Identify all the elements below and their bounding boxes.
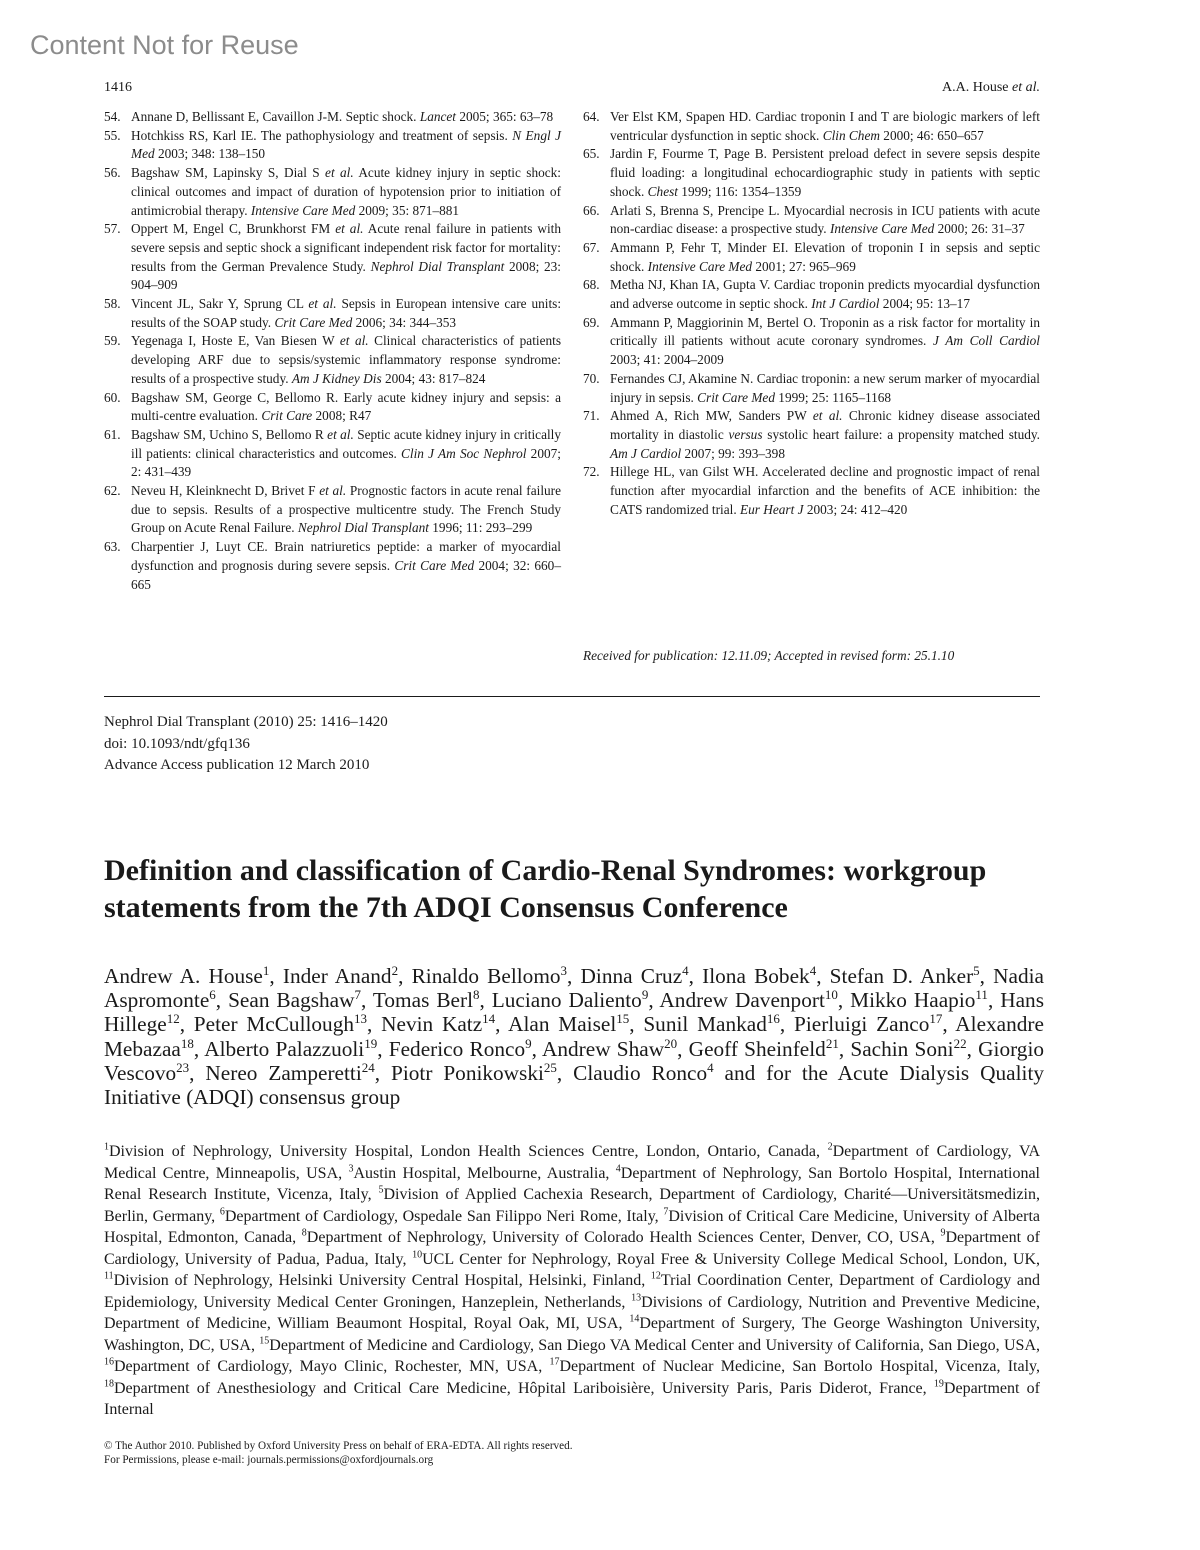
reference-text: Bagshaw SM, Uchino S, Bellomo R et al. Septic acute kidney injury in critically ill patients: clinical characteristics and outcomes. Clin J Am Soc Nephrol 2007; 2: 431–439: [131, 426, 562, 480]
affiliations: $^1$Division of Nephrology, University Hospital, London Health Sciences Centre, London, Ontario, Canada, $^2$Department of Cardiology, VA Medical Centre, Minneapolis, USA, $^3$Austin Hospital, Melbourne, Australia, $^4$Department of Nephrology, San Bortolo Hospital, International Renal Research Institute, Vicenza, Italy, $^5$Division of Applied Cachexia Research, Department of Cardiology, Charité—Universitätsmedizin, Berlin, Germany, $^6$Department of Cardiology, Ospedale San Filippo Neri Rome, Italy, $^7$Division of Critical Care Medicine, University of Alberta Hospital, Edmonton, Canada, $^8$Department of Nephrology, University of Colorado Health Sciences Center, Denver, CO, USA, $^9$Department of Cardiology, University of Padua, Padua, Italy, $^{10}$UCL Center for Nephrology, Royal Free & University College Medical School, London, UK, $^{11}$Division of Nephrology, Helsinki University Central Hospital, Helsinki, Finland, $^{12}$Trial Coordination Center, Department of Cardiology and Epidemiology, University Medical Center Groningen, Hanzeplein, Netherlands, $^{13}$Divisions of Cardiology, Nutrition and Preventive Medicine, Department of Medicine, William Beaumont Hospital, Royal Oak, MI, USA, $^{14}$Department of Surgery, The George Washington University, Washington, DC, USA, $^{15}$Department of Medicine and Cardiology, San Diego VA Medical Center and University of California, San Diego, USA, $^{16}$Department of Cardiology, Mayo Clinic, Rochester, MN, USA, $^{17}$Department of Nuclear Medicine, San Bortolo Hospital, Vicenza, Italy, $^{18}$Department of Anesthesiology and Critical Care Medicine, Hôpital Lariboisière, University Paris, Paris Diderot, France, $^{19}$Department of Internal: [104, 1141, 1041, 1418]
reference-text: Bagshaw SM, George C, Bellomo R. Early acute kidney injury and sepsis: a multi-centre evaluation. Crit Care 2008; R47: [131, 389, 561, 424]
reference-text: Yegenaga I, Hoste E, Van Biesen W et al. Clinical characteristics of patients developing ARF due to sepsis/systemic inflammatory response syndrome: results of a prospective study. Am J Kidney Dis 2004; 43: 817–824: [131, 333, 562, 386]
reference-text: Hillege HL, van Gilst WH. Accelerated decline and prognostic impact of renal function after myocardial infarction and the benefits of ACE inhibition: the CATS randomized trial. Eur Heart J 2003; 24: 412–420: [610, 464, 1040, 517]
reference-number: 57.: [104, 221, 121, 237]
reference-number: 55.: [104, 127, 121, 143]
copyright-notice: [104, 1439, 573, 1467]
reference-text: Bagshaw SM, Lapinsky S, Dial S et al. Acute kidney injury in septic shock: clinical outcomes and impact of duration of hypotension prior to initiation of antimicrobial therapy. Intensive Care Med 2009; 35: 871–881: [131, 165, 561, 218]
reference-number: 60.: [104, 389, 121, 405]
reference-text: Neveu H, Kleinknecht D, Brivet F et al. Prognostic factors in acute renal failure due to sepsis. Results of a prospective multicentre study. The French Study Group on Acute Renal Failure. Nephrol Dial Transplant 1996; 11: 293–299: [131, 483, 561, 536]
reference-number: 62.: [104, 483, 121, 499]
reference-number: 65.: [583, 146, 600, 162]
reference-text: Vincent JL, Sakr Y, Sprung CL et al. Sepsis in European intensive care units: results of the SOAP study. Crit Care Med 2006; 34: 344–353: [131, 296, 562, 330]
running-head-authors: A.A. House: [942, 80, 1009, 95]
reference-entry: [583, 370, 1040, 407]
reference-entry: [583, 239, 1040, 276]
reference-number: 58.: [104, 296, 121, 312]
reference-number: 72.: [583, 464, 600, 480]
reference-number: 70.: [583, 370, 600, 386]
reference-entry: [104, 426, 561, 482]
reference-text: Charpentier J, Luyt CE. Brain natriuretics peptide: a marker of myocardial dysfunction and prognosis during severe sepsis. Crit Care Med 2004; 32: 660–665: [131, 539, 561, 592]
reference-entry: [583, 314, 1040, 370]
reference-number: 67.: [583, 239, 600, 255]
reference-number: 63.: [104, 539, 121, 555]
citation-access: Advance Access publication 12 March 2010: [104, 757, 370, 773]
reference-entry: [104, 482, 561, 538]
reference-text: Oppert M, Engel C, Brunkhorst FM et al. Acute renal failure in patients with severe sepsis and septic shock a significant independent risk factor for mortality: results from the German Prevalence Study. Nephrol Dial Transplant 2008; 23: 904–909: [131, 221, 562, 293]
reference-text: Ver Elst KM, Spapen HD. Cardiac troponin I and T are biologic markers of left ventricular dysfunction in septic shock. Clin Chem 2000; 46: 650–657: [610, 109, 1040, 143]
references-left-column: [104, 108, 561, 594]
running-head-et-al: et al.: [1012, 80, 1040, 95]
reference-number: 66.: [583, 202, 600, 218]
reference-text: Metha NJ, Khan IA, Gupta V. Cardiac troponin predicts myocardial dysfunction and adverse outcome in septic shock. Int J Cardiol 2004; 95: 13–17: [610, 277, 1040, 312]
reference-number: 59.: [104, 333, 121, 349]
reference-entry: [104, 389, 561, 426]
reference-number: 54.: [104, 109, 121, 124]
received-note: Received for publication: 12.11.09; Accepted in revised form: 25.1.10: [583, 648, 955, 663]
reference-entry: [104, 127, 561, 164]
citation-doi: doi: 10.1093/ndt/gfq136: [104, 735, 250, 752]
page-number: 1416: [104, 80, 132, 95]
running-head: [942, 80, 1040, 96]
article-citation: [104, 712, 388, 777]
watermark: Content Not for Reuse: [30, 30, 299, 60]
reference-number: 61.: [104, 426, 121, 442]
copyright-line: © The Author 2010. Published by Oxford University Press on behalf of ERA-EDTA. All rights reserved.: [104, 1440, 573, 1452]
reference-text: Ammann P, Fehr T, Minder EI. Elevation of troponin I in sepsis and septic shock. Intensive Care Med 2001; 27: 965–969: [610, 239, 1040, 274]
reference-number: 56.: [104, 165, 121, 181]
reference-text: Jardin F, Fourme T, Page B. Persistent preload defect in severe sepsis despite fluid loading: a longitudinal echocardiographic study in patients with septic shock. Chest 1999; 116: 1354–1359: [610, 146, 1040, 199]
reference-entry: [583, 145, 1040, 201]
reference-entry: [104, 538, 561, 594]
reference-text: Fernandes CJ, Akamine N. Cardiac troponin: a new serum marker of myocardial injury in sepsis. Crit Care Med 1999; 25: 1165–1168: [610, 370, 1040, 405]
citation-journal: Nephrol Dial Transplant (2010) 25: 1416–1420: [104, 714, 388, 730]
reference-number: 71.: [583, 408, 600, 424]
author-list: Andrew A. House$^1$, Inder Anand$^2$, Rinaldo Bellomo$^3$, Dinna Cruz$^4$, Ilona Bobek$^4$, Stefan D. Anker$^5$, Nadia Aspromonte$^6$, Sean Bagshaw$^7$, Tomas Berl$^8$, Luciano Daliento$^9$, Andrew Davenport$^{10}$, Mikko Haapio$^{11}$, Hans Hillege$^{12}$, Peter McCullough$^{13}$, Nevin Katz$^{14}$, Alan Maisel$^{15}$, Sunil Mankad$^{16}$, Pierluigi Zanco$^{17}$, Alexandre Mebazaa$^{18}$, Alberto Palazzuoli$^{19}$, Federico Ronco$^9$, Andrew Shaw$^{20}$, Geoff Sheinfeld$^{21}$, Sachin Soni$^{22}$, Giorgio Vescovo$^{23}$, Nereo Zamperetti$^{24}$, Piotr Ponikowski$^{25}$, Claudio Ronco$^4$ and for the Acute Dialysis Quality Initiative (ADQI) consensus group: [104, 962, 1045, 1110]
reference-entry: [104, 164, 561, 220]
reference-entry: [104, 295, 561, 332]
reference-entry: [583, 463, 1040, 519]
article-title: Definition and classification of Cardio-Renal Syndromes: workgroup statements from the 7th ADQI Consensus Conference: [104, 854, 987, 924]
reference-entry: [104, 332, 561, 388]
reference-entry: [104, 108, 561, 127]
reference-entry: [583, 276, 1040, 313]
references-right-column: [583, 108, 1040, 519]
reference-text: Annane D, Bellissant E, Cavaillon J-M. Septic shock. Lancet 2005; 365: 63–78: [131, 109, 554, 124]
reference-number: 69.: [583, 314, 600, 330]
reference-entry: [583, 407, 1040, 463]
reference-number: 64.: [583, 109, 600, 124]
reference-entry: [583, 202, 1040, 239]
section-divider: [104, 696, 1040, 697]
reference-number: 68.: [583, 277, 600, 293]
permissions-line: For Permissions, please e-mail: journals.permissions@oxfordjournals.org: [104, 1454, 434, 1466]
reference-entry: [104, 220, 561, 295]
reference-text: Arlati S, Brenna S, Prencipe L. Myocardial necrosis in ICU patients with acute non-cardiac disease: a prospective study. Intensive Care Med 2000; 26: 31–37: [610, 202, 1040, 237]
reference-text: Hotchkiss RS, Karl IE. The pathophysiology and treatment of sepsis. N Engl J Med 2003; 348: 138–150: [131, 127, 561, 162]
reference-text: Ahmed A, Rich MW, Sanders PW et al. Chronic kidney disease associated mortality in diastolic versus systolic heart failure: a propensity matched study. Am J Cardiol 2007; 99: 393–398: [610, 408, 1041, 461]
reference-text: Ammann P, Maggiorinin M, Bertel O. Troponin as a risk factor for mortality in critically ill patients without acute coronary syndromes. J Am Coll Cardiol 2003; 41: 2004–2009: [610, 314, 1040, 368]
reference-entry: [583, 108, 1040, 145]
